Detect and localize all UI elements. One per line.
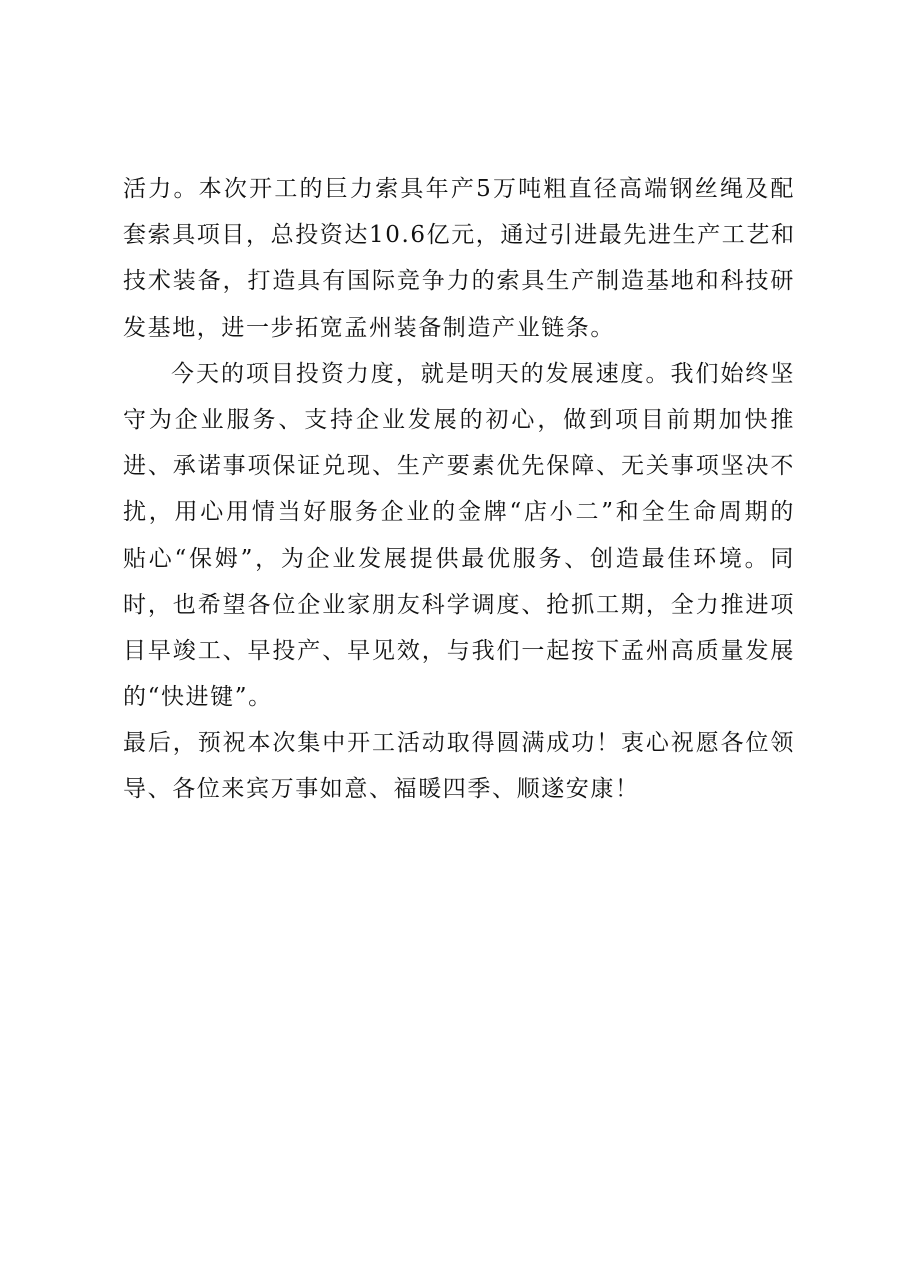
text-line: 技术装备，打造具有国际竞争力的索具生产制造基地和科技研 xyxy=(123,268,795,295)
text-line: 守为企业服务、支持企业发展的初心，做到项目前期加快推 xyxy=(123,406,795,433)
text-line: 活力。本次开工的巨力索具年产5万吨粗直径高端钢丝绳及配 xyxy=(123,176,795,202)
text-line: 发基地，进一步拓宽孟州装备制造产业链条。 xyxy=(123,314,615,341)
text-line: 今天的项目投资力度，就是明天的发展速度。我们始终坚 xyxy=(171,360,795,387)
text-line: 套索具项目，总投资达10.6亿元，通过引进最先进生产工艺和 xyxy=(123,222,796,249)
text-line: 导、各位来宾万事如意、福暖四季、顺遂安康！ xyxy=(123,776,640,803)
text-line: 目早竣工、早投产、早见效，与我们一起按下孟州高质量发展 xyxy=(123,637,795,664)
paragraph-project-intro xyxy=(123,166,795,351)
text-line: 时，也希望各位企业家朋友科学调度、抢抓工期，全力推进项 xyxy=(123,591,795,618)
paragraph-service-commitment xyxy=(123,351,795,721)
paragraph-closing-wishes xyxy=(123,720,795,812)
document-body xyxy=(123,166,795,813)
text-line: 进、承诺事项保证兑现、生产要素优先保障、无关事项坚决不 xyxy=(123,453,795,480)
text-line: 最后，预祝本次集中开工活动取得圆满成功！衷心祝愿各位领 xyxy=(123,730,795,757)
text-line: 的“快进键”。 xyxy=(123,684,273,711)
text-line: 贴心“保姆”，为企业发展提供最优服务、创造最佳环境。同 xyxy=(123,545,795,572)
text-line: 扰，用心用情当好服务企业的金牌“店小二”和全生命周期的 xyxy=(123,499,795,526)
